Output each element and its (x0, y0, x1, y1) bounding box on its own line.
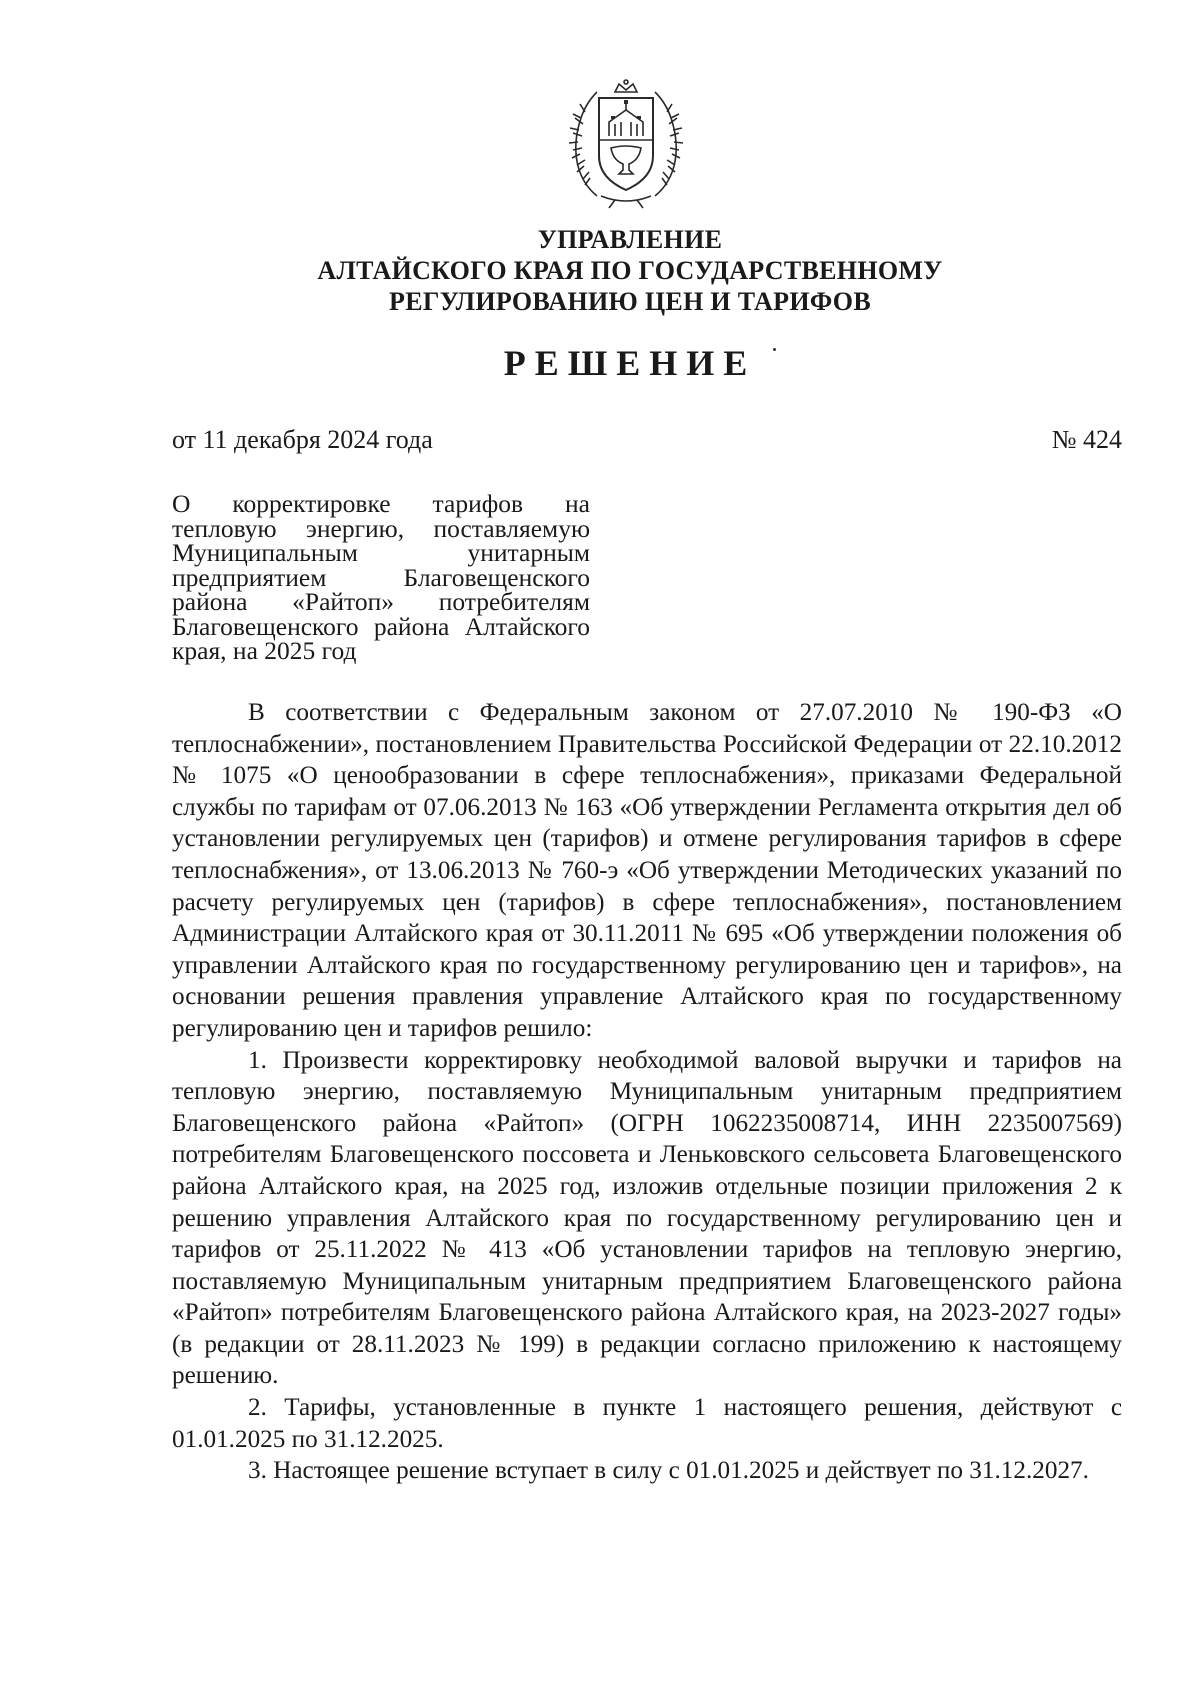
item-2-paragraph: 2. Тарифы, установленные в пункте 1 настоящего решения, действуют с 01.01.2025 по 31.12.2025. (172, 1394, 1122, 1453)
item-3-paragraph: 3. Настоящее решение вступает в силу с 01.01.2025 и действует по 31.12.2027. (248, 1457, 1089, 1485)
document-number: № 424 (1051, 425, 1122, 454)
document-type-title: РЕШЕНИЕ (503, 343, 757, 383)
document-body (172, 697, 1122, 1487)
org-line-2: АЛТАЙСКОГО КРАЯ ПО ГОСУДАРСТВЕННОМУ (317, 256, 943, 285)
document-date: от 11 декабря 2024 года (172, 425, 433, 454)
scan-speck (773, 348, 776, 351)
organization-name (0, 224, 1200, 317)
preamble-paragraph: В соответствии с Федеральным законом от 27.07.2010 № 190-ФЗ «О теплоснабжении», постановлением Правительства Российской Федерации от 22.10.2012 № 1075 «О ценообразовании в сфере теплоснабжения», приказами Федеральной службы по тарифам от 07.06.2013 № 163 «Об утверждении Регламента открытия дел об установлении регулируемых цен (тарифов) и отмене регулирования тарифов в сфере теплоснабжения», от 13.06.2013 № 760-э «Об утверждении Методических указаний по расчету регулируемых цен (тарифов) в сфере теплоснабжения», постановлением Администрации Алтайского края от 30.11.2011 № 695 «Об утверждении положения об управлении Алтайского края по государственному регулированию цен и тарифов», на основании решения правления управление Алтайского края по государственному регулированию цен и тарифов решило: (172, 699, 1122, 1042)
coat-of-arms-icon (567, 78, 685, 210)
document-subject: О корректировке тарифов на тепловую энергию, поставляемую Муниципальным унитарным предприятием Благовещенского района «Райтоп» потребителям Благовещенского района Алтайского края, на 2025 год (172, 489, 590, 665)
org-line-1: УПРАВЛЕНИЕ (537, 225, 723, 254)
item-1-paragraph: 1. Произвести корректировку необходимой валовой выручки и тарифов на тепловую энергию, поставляемую Муниципальным унитарным предприятием Благовещенского района «Райтоп» (ОГРН 1062235008714, ИНН 2235007569) потребителям Благовещенского поссовета и Леньковского сельсовета Благовещенского района Алтайского края, на 2025 год, изложив отдельные позиции приложения 2 к решению управления Алтайского края по государственному регулированию цен и тарифов от 25.11.2022 № 413 «Об установлении тарифов на тепловую энергию, поставляемую Муниципальным унитарным предприятием Благовещенского района «Райтоп» потребителям Благовещенского района Алтайского края, на 2023-2027 годы» (в редакции от 28.11.2023 № 199) в редакции согласно приложению к настоящему решению. (172, 1046, 1122, 1390)
org-line-3: РЕГУЛИРОВАНИЮ ЦЕН И ТАРИФОВ (389, 287, 871, 316)
